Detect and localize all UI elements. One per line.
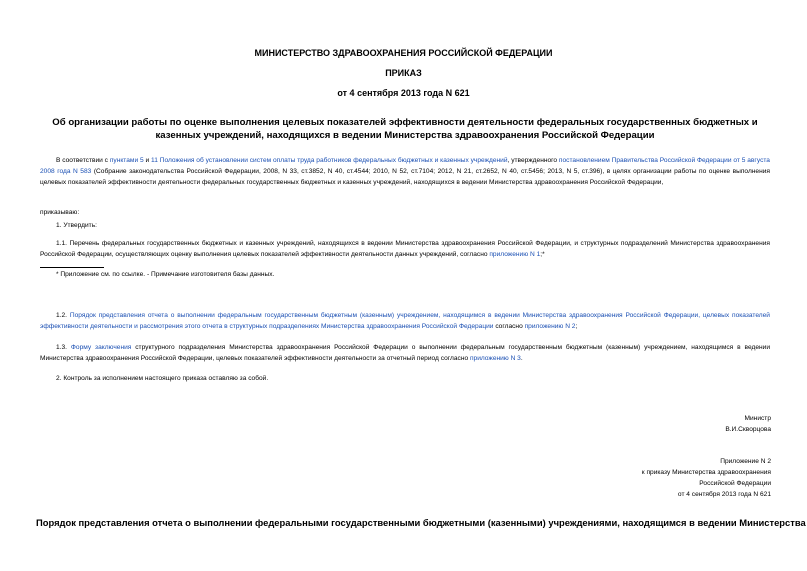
- appendix-line-2: к приказу Министерства здравоохранения: [641, 469, 771, 476]
- item-1-3-lead: 1.3.: [56, 344, 71, 351]
- orders-line: приказываю:: [40, 209, 80, 216]
- link-appendix-2[interactable]: приложению N 2: [524, 323, 576, 330]
- footnote-divider: [40, 267, 104, 268]
- appendix-line-3: Российской Федерации: [699, 480, 771, 487]
- item-1-3: [40, 342, 770, 364]
- item-1-3-tail: .: [520, 355, 523, 362]
- link-government-decree[interactable]: постановлением Правительства Российской Федерации от 5 августа 2008 года N 583: [40, 157, 770, 175]
- appendix-title: Порядок представления отчета о выполнении федеральными государственными бюджетными (казенными) учреждениями, находящимся в ведении Министерства: [36, 517, 806, 528]
- doc-type-heading: ПРИКАЗ: [385, 68, 422, 78]
- link-appendix-1[interactable]: приложению N 1: [489, 251, 541, 258]
- signature-name: В.И.Скворцова: [725, 426, 771, 433]
- item-1-2-mid: согласно: [493, 323, 525, 330]
- item-1-1: [40, 238, 770, 260]
- item-1-1-text: 1.1. Перечень федеральных государственных бюджетных и казенных учреждений, находящихся в ведении Министерства здравоохранения Российской Федерации, и структурных подразделений Министерства здравоохранения Российской Федерации, осуществляющих оценку выполнения целевых показателей эффективности деятельности данных учреждений, согласно: [40, 240, 770, 258]
- preamble-text-3: , утвержденного: [507, 157, 559, 164]
- ministry-heading: МИНИСТЕРСТВО ЗДРАВООХРАНЕНИЯ РОССИЙСКОЙ ФЕДЕРАЦИИ: [254, 48, 553, 58]
- item-2: 2. Контроль за исполнением настоящего приказа оставляю за собой.: [56, 375, 269, 382]
- preamble-text-1: В соответствии с: [56, 157, 110, 164]
- link-regulation-11[interactable]: 11 Положения об установлении систем оплаты труда работников федеральных бюджетных и казенных учреждений: [151, 157, 508, 164]
- item-1-1-tail: ;*: [540, 251, 545, 258]
- link-clauses-5[interactable]: пунктами 5: [109, 157, 144, 164]
- signature-position: Министр: [744, 415, 771, 422]
- document-title: Об организации работы по оценке выполнения целевых показателей эффективности деятельности федеральных государственных бюджетных и казенных учреждений, находящихся в ведении Министерства здравоохранения Российской Федерации: [52, 117, 758, 141]
- link-conclusion-form[interactable]: Форму заключения: [70, 344, 132, 351]
- item-1-2: [40, 310, 770, 332]
- item-1-2-tail: ;: [575, 323, 578, 330]
- date-number-heading: от 4 сентября 2013 года N 621: [337, 88, 470, 98]
- link-appendix-3[interactable]: приложению N 3: [469, 355, 521, 362]
- link-report-procedure[interactable]: Порядок представления отчета о выполнении федеральным государственным бюджетным (казенным) учреждением, находящимся в ведении Министерства здравоохранения Российской Федерации, целевых показателей эффективности деятельности и рассмотрения этого отчета в структурных подразделениях Министерства здравоохранения Российской Федерации: [40, 312, 770, 330]
- appendix-line-4: от 4 сентября 2013 года N 621: [677, 491, 771, 498]
- item-1-2-lead: 1.2.: [56, 312, 70, 319]
- preamble-text-2: и: [143, 157, 152, 164]
- preamble-paragraph: [40, 155, 770, 188]
- item-1: 1. Утвердить:: [56, 222, 97, 229]
- preamble-text-4: (Собрание законодательства Российской Федерации, 2008, N 33, ст.3852, N 40, ст.4544; 2010, N 52, ст.7104; 2012, N 21, ст.2652, N 40, ст.5456; 2013, N 5, ст.396), в целях организации работы по оценке выполнения целевых показателей эффективности деятельности федеральных государственных бюджетных и казенных учреждений, находящихся в ведении Министерства здравоохранения Российской Федерации,: [40, 168, 770, 186]
- item-1-3-text: структурного подразделения Министерства здравоохранения Российской Федерации о выполнении федеральным государственным бюджетным (казенным) учреждением, находящимся в ведении Министерства здравоохранения Российской Федерации, целевых показателей эффективности деятельности за отчетный период согласно: [40, 344, 770, 362]
- appendix-line-1: Приложение N 2: [720, 458, 771, 465]
- footnote: * Приложение см. по ссылке. - Примечание изготовителя базы данных.: [56, 271, 275, 278]
